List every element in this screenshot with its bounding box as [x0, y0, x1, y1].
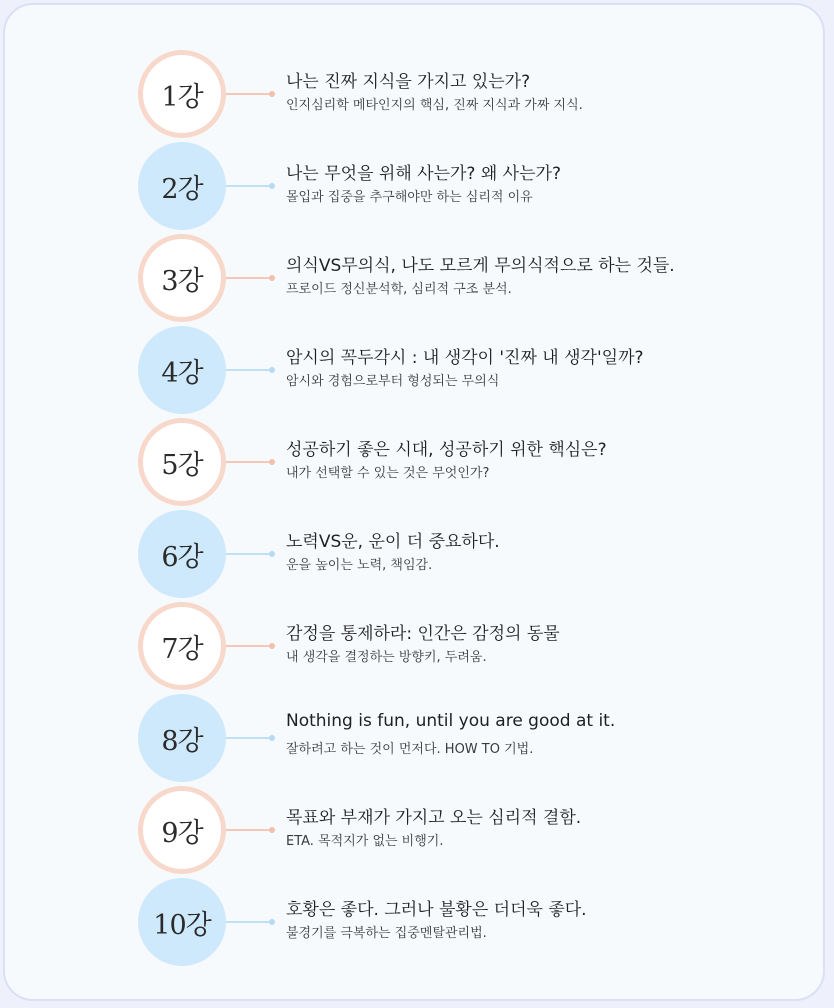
lecture-subtitle: 몰입과 집중을 추구해야만 하는 심리적 이유 — [286, 190, 533, 205]
lecture-subtitle: 암시와 경험으로부터 형성되는 무의식 — [286, 374, 500, 389]
lecture-number-badge: 7강 — [138, 602, 226, 690]
connector-line — [226, 277, 272, 279]
lecture-number-badge: 8강 — [138, 694, 226, 782]
connector-line — [226, 461, 272, 463]
lecture-title: 목표와 부재가 가지고 오는 심리적 결함. — [286, 808, 582, 828]
lecture-item-10 — [5, 877, 827, 967]
connector-line — [226, 645, 272, 647]
lecture-item-9 — [5, 785, 827, 875]
lecture-list-card — [3, 3, 825, 1001]
lecture-item-7 — [5, 601, 827, 691]
connector-line — [226, 369, 272, 371]
lecture-subtitle: 내가 선택할 수 있는 것은 무엇인가? — [286, 466, 490, 481]
lecture-subtitle: 운을 높이는 노력, 책임감. — [286, 558, 433, 573]
lecture-subtitle: ETA. 목적지가 없는 비행기. — [286, 834, 444, 849]
lecture-item-2 — [5, 141, 827, 231]
lecture-title: 의식VS무의식, 나도 모르게 무의식적으로 하는 것들. — [286, 256, 675, 276]
lecture-number-badge: 10강 — [138, 878, 226, 966]
lecture-number-badge: 9강 — [138, 786, 226, 874]
lecture-number-badge: 3강 — [138, 234, 226, 322]
connector-line — [226, 921, 272, 923]
lecture-subtitle: 인지심리학 메타인지의 핵심, 진짜 지식과 가짜 지식. — [286, 98, 583, 113]
lecture-item-5 — [5, 417, 827, 507]
lecture-title: 호황은 좋다. 그러나 불황은 더더욱 좋다. — [286, 900, 587, 920]
connector-line — [226, 93, 272, 95]
lecture-item-1 — [5, 49, 827, 139]
lecture-item-3 — [5, 233, 827, 323]
lecture-item-8 — [5, 693, 827, 783]
connector-line — [226, 185, 272, 187]
lecture-title: Nothing is fun, until you are good at it. — [286, 711, 616, 731]
lecture-number-badge: 6강 — [138, 510, 226, 598]
lecture-number-badge: 5강 — [138, 418, 226, 506]
lecture-title: 성공하기 좋은 시대, 성공하기 위한 핵심은? — [286, 440, 607, 460]
lecture-title: 나는 무엇을 위해 사는가? 왜 사는가? — [286, 164, 561, 184]
lecture-number-badge: 1강 — [138, 50, 226, 138]
connector-line — [226, 553, 272, 555]
lecture-title: 나는 진짜 지식을 가지고 있는가? — [286, 72, 531, 92]
connector-line — [226, 737, 272, 739]
lecture-subtitle: 불경기를 극복하는 집중멘탈관리법. — [286, 926, 487, 941]
lecture-number-badge: 2강 — [138, 142, 226, 230]
connector-line — [226, 829, 272, 831]
lecture-title: 암시의 꼭두각시 : 내 생각이 '진짜 내 생각'일까? — [286, 348, 644, 368]
lecture-title: 노력VS운, 운이 더 중요하다. — [286, 532, 500, 552]
lecture-item-4 — [5, 325, 827, 415]
lecture-title: 감정을 통제하라: 인간은 감정의 동물 — [286, 624, 560, 644]
lecture-number-badge: 4강 — [138, 326, 226, 414]
lecture-subtitle: 잘하려고 하는 것이 먼저다. HOW TO 기법. — [286, 742, 534, 757]
lecture-subtitle: 프로이드 정신분석학, 심리적 구조 분석. — [286, 282, 512, 297]
lecture-item-6 — [5, 509, 827, 599]
lecture-subtitle: 내 생각을 결정하는 방향키, 두려움. — [286, 650, 487, 665]
